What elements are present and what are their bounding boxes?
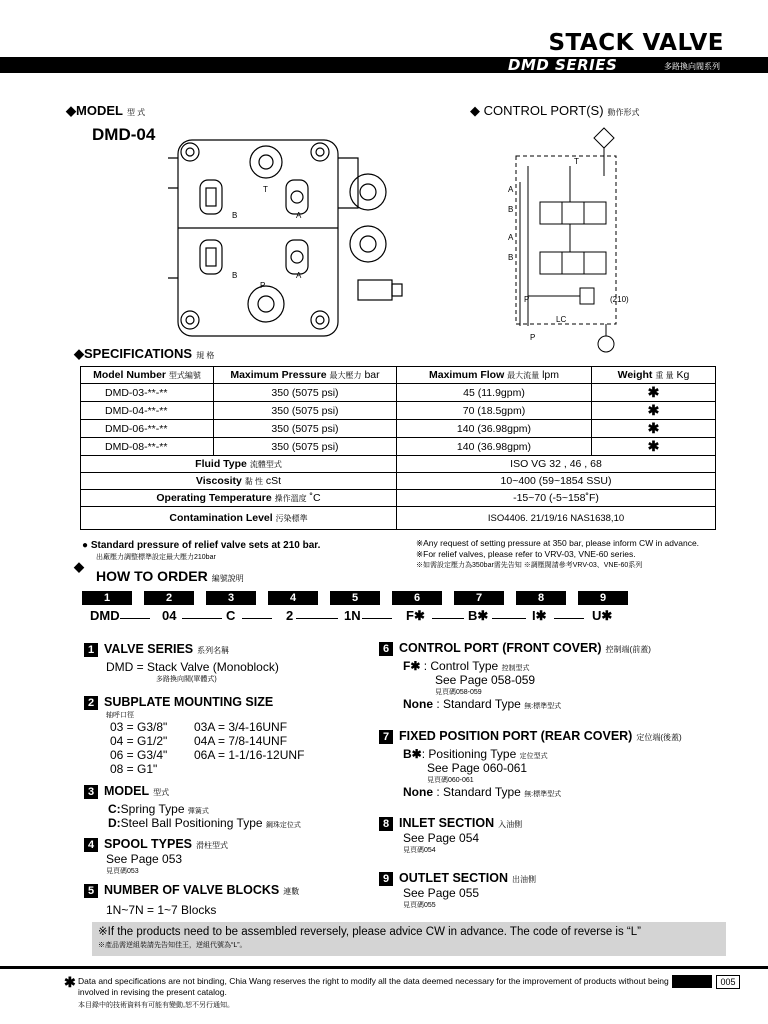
svg-text:A: A: [296, 211, 302, 220]
column-header: Maximum Flow 最大流量 lpm: [397, 367, 592, 384]
item-fixed-position-port: 7 FIXED POSITION PORT (REAR COVER) 定位端(後蓋) B✱: Positioning Type 定位型式 See Page 060-061 見頁碼060-061 None : Standard Type 無:標準型式: [379, 729, 682, 799]
svg-text:A: A: [508, 185, 514, 194]
table-cell: ✱: [592, 384, 716, 402]
item-valve-blocks: 5 NUMBER OF VALVE BLOCKS 連數 1N~7N = 1~7 Blocks: [84, 883, 299, 917]
footer-rule: [0, 966, 768, 969]
code-number: 5: [330, 591, 380, 605]
table-cell: -15~70 (-5~158˚F): [397, 490, 716, 507]
setting-notes: [416, 538, 699, 571]
hydraulic-schematic: [500, 126, 632, 358]
code-number: 1: [82, 591, 132, 605]
table-row: [81, 402, 716, 420]
table-cell: 140 (36.98gpm): [397, 438, 592, 456]
table-row: [81, 438, 716, 456]
svg-text:P: P: [524, 295, 530, 304]
table-row: [81, 384, 716, 402]
table-row: [81, 490, 716, 507]
table-cell: ✱: [592, 420, 716, 438]
item-spool-types: 4 SPOOL TYPES 滑柱型式 See Page 053 見頁碼053: [84, 837, 228, 876]
table-cell: Viscosity 黏 性 cSt: [81, 473, 397, 490]
control-port-heading: ◆ CONTROL PORT(S) 動作形式: [470, 103, 640, 118]
table-cell: 350 (5075 psi): [214, 384, 397, 402]
table-cell: 45 (11.9gpm): [397, 384, 592, 402]
table-cell: Operating Temperature 操作溫度 ˚C: [81, 490, 397, 507]
series-name: DMD SERIES: [508, 56, 618, 74]
table-cell: 350 (5075 psi): [214, 402, 397, 420]
table-cell: DMD-08-**-**: [81, 438, 214, 456]
diamond-icon: ◆: [74, 559, 84, 574]
page-title: STACK VALVE: [548, 30, 724, 56]
code-value: 04: [162, 608, 177, 623]
table-row: [81, 507, 716, 530]
model-name: DMD-04: [92, 125, 156, 144]
diamond-icon: ◆: [66, 103, 76, 118]
column-header: Model Number 型式編號: [81, 367, 214, 384]
svg-text:P: P: [530, 333, 536, 342]
table-cell: ISO4406. 21/19/16 NAS1638,10: [397, 507, 716, 530]
table-cell: Fluid Type 流體型式: [81, 456, 397, 473]
code-number: 8: [516, 591, 566, 605]
relief-note-cn: 出廠壓力調整標準設定最大壓力210bar: [96, 554, 216, 561]
table-cell: DMD-04-**-**: [81, 402, 214, 420]
specifications-heading: ◆SPECIFICATIONS 規 格: [74, 346, 215, 361]
code-value: I✱: [532, 608, 547, 623]
table-cell: 10~400 (59~1854 SSU): [397, 473, 716, 490]
header-bar: [0, 57, 768, 73]
svg-text:B: B: [232, 271, 238, 280]
code-value: 2: [286, 608, 294, 623]
diamond-icon: ◆: [470, 103, 480, 118]
specifications-table: [80, 366, 716, 530]
table-row: [81, 456, 716, 473]
code-number: 7: [454, 591, 504, 605]
page-number: 005: [716, 975, 740, 989]
svg-text:P: P: [260, 281, 266, 290]
item-inlet-section: 8 INLET SECTION 入油側 See Page 054 見頁碼054: [379, 816, 522, 855]
table-cell: DMD-06-**-**: [81, 420, 214, 438]
code-number: 3: [206, 591, 256, 605]
column-header: Weight 重 量 Kg: [592, 367, 716, 384]
how-to-order-heading: HOW TO ORDER 編號說明: [96, 568, 244, 584]
item-outlet-section: 9 OUTLET SECTION 出油側 See Page 055 見頁碼055: [379, 871, 536, 910]
table-cell: ✱: [592, 438, 716, 456]
diamond-icon: ◆: [74, 346, 84, 361]
series-name-cn: 多路換向閥系列: [664, 62, 720, 71]
code-value: 1N: [344, 608, 361, 623]
item-model: 3 MODEL 型式 C:Spring Type 彈簧式 D:Steel Ball Positioning Type 鋼珠定位式: [84, 784, 301, 830]
reverse-note-box: [92, 922, 726, 956]
table-cell: DMD-03-**-**: [81, 384, 214, 402]
table-cell: ✱: [592, 402, 716, 420]
svg-text:T: T: [574, 157, 579, 166]
code-number: 4: [268, 591, 318, 605]
code-value: B✱: [468, 608, 489, 623]
svg-text:T: T: [263, 185, 268, 194]
note-line: ※Any request of setting pressure at 350 bar, please inform CW in advance.: [416, 538, 700, 548]
code-number: 6: [392, 591, 442, 605]
code-value: C: [226, 608, 236, 623]
table-cell: 350 (5075 psi): [214, 438, 397, 456]
svg-text:A: A: [296, 271, 302, 280]
relief-note: ● Standard pressure of relief valve sets at 210 bar.: [82, 540, 321, 551]
column-header: Maximum Pressure 最大壓力 bar: [214, 367, 397, 384]
svg-text:(210): (210): [610, 295, 629, 304]
table-header-row: [81, 367, 716, 384]
note-line: ※For relief valves, please refer to VRV-03, VNE-60 series.: [416, 549, 636, 559]
asterisk-icon: ✱: [64, 974, 76, 990]
table-cell: ISO VG 32 , 46 , 68: [397, 456, 716, 473]
item-subplate-size: 2 SUBPLATE MOUNTING SIZE 轴呼口徑 03 = G3/8" 04 = G1/2" 06 = G3/4" 08 = G1" 03A = 3/4-16UNF 04A = 7/8-14UNF 06A = 1-1/16-12UNF: [84, 695, 304, 776]
code-number: 9: [578, 591, 628, 605]
svg-text:LC: LC: [556, 315, 567, 324]
table-cell: 350 (5075 psi): [214, 420, 397, 438]
footer-disclaimer: Data and specifications are not binding, Chia Wang reserves the right to modify all the data deemed necessary for the improvement of products without being involved in revising the present catalog. 本目錄中的技術資料有可能有變動,恕不另行通知。: [78, 976, 669, 1009]
page-number-bar: [672, 975, 712, 988]
table-cell: 70 (18.5gpm): [397, 402, 592, 420]
svg-text:B: B: [232, 211, 238, 220]
model-heading: ◆MODEL 型 式: [66, 103, 146, 118]
svg-text:B: B: [508, 253, 514, 262]
table-row: [81, 420, 716, 438]
table-cell: Contamination Level 污染標準: [81, 507, 397, 530]
svg-text:B: B: [508, 205, 514, 214]
table-cell: 140 (36.98gpm): [397, 420, 592, 438]
code-value: U✱: [592, 608, 613, 623]
code-value: DMD: [90, 608, 120, 623]
code-number: 2: [144, 591, 194, 605]
code-value: F✱: [406, 608, 425, 623]
item-valve-series: 1 VALVE SERIES 系列名稱 DMD = Stack Valve (Monoblock) 多路換向閥(單體式): [84, 642, 279, 684]
svg-text:A: A: [508, 233, 514, 242]
table-row: [81, 473, 716, 490]
order-code-row: [82, 591, 622, 625]
item-control-port: 6 CONTROL PORT (FRONT COVER) 控制端(前蓋) F✱ : Control Type 控制型式 See Page 058-059 見頁碼058-059 None : Standard Type 無:標準型式: [379, 641, 651, 711]
reverse-note: ※If the products need to be assembled reversely, please advice CW in advance. The code of reverse is “L”: [98, 926, 641, 938]
valve-drawing: [168, 128, 408, 350]
reverse-note-cn: ※產品需逆組裝請先告知佳王，逆組代號為“L”。: [98, 942, 247, 949]
note-line: ※如需設定壓力為350bar需先告知 ※調壓閥請參考VRV-03、VNE-60系列: [416, 562, 643, 569]
